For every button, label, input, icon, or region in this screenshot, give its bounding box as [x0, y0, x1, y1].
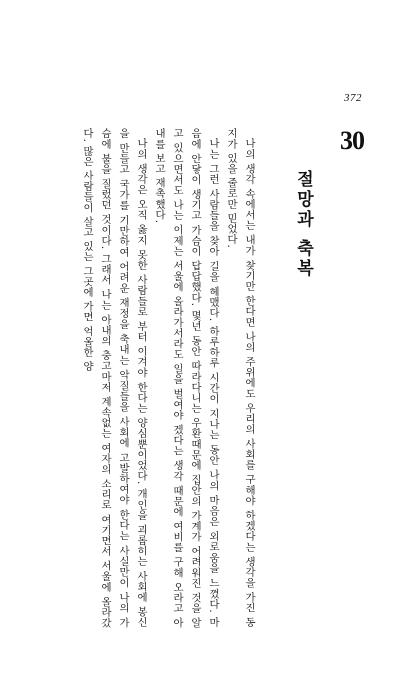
page-number: 372: [344, 92, 362, 104]
paragraph: 나는 그런 사람들을 찾아 길을 헤맸다. 하루하루 시간이 지나는 동안 나의 마음은 외로움을 느꼈다. 마음에 안닿이 생기고 가슴이 답답했다. 몇년 동안 따라다니는 우환때문에 집안의 가계가 어려워진 것을 알고 있으면서도 나는 이제는 서울에 올라가서라도 일을 벌여야 겠다는 생각 때문에 여비를 구해 오라고 아내를 보고 재촉했다.: [153, 128, 219, 628]
chapter-number: 30: [340, 126, 364, 155]
chapter-title: 절망과 축복: [293, 170, 313, 279]
body-text: [40, 128, 258, 628]
paragraph: 나의 생각 속에서는 내가 찾기만 한다면 나의 주위에도 우리의 사회를 구해야 하겠다는 생각을 가진 동지가 있을 줄로만 믿었다.: [225, 128, 255, 628]
paragraph: 나의 생각은 오직 옳지 못한 사람들로 부터 이겨야 한다는 양심뿐이었다. 개인을 괴롭히는 사회에 봉신을 만들고 국가를 기만하여 어려운 재정을 축내는 악질들을 사회에 고발하여야 한다는 사실만이 나의 가슴에 불을 질렀던 것이다. 그래서 나는 아내의 충고마저 계속없는 여자의 소리로 여기면서 서울에 올라갔다. 많은 사람들이 살고 있는 그곳에 가면 억울한 양: [81, 128, 147, 628]
